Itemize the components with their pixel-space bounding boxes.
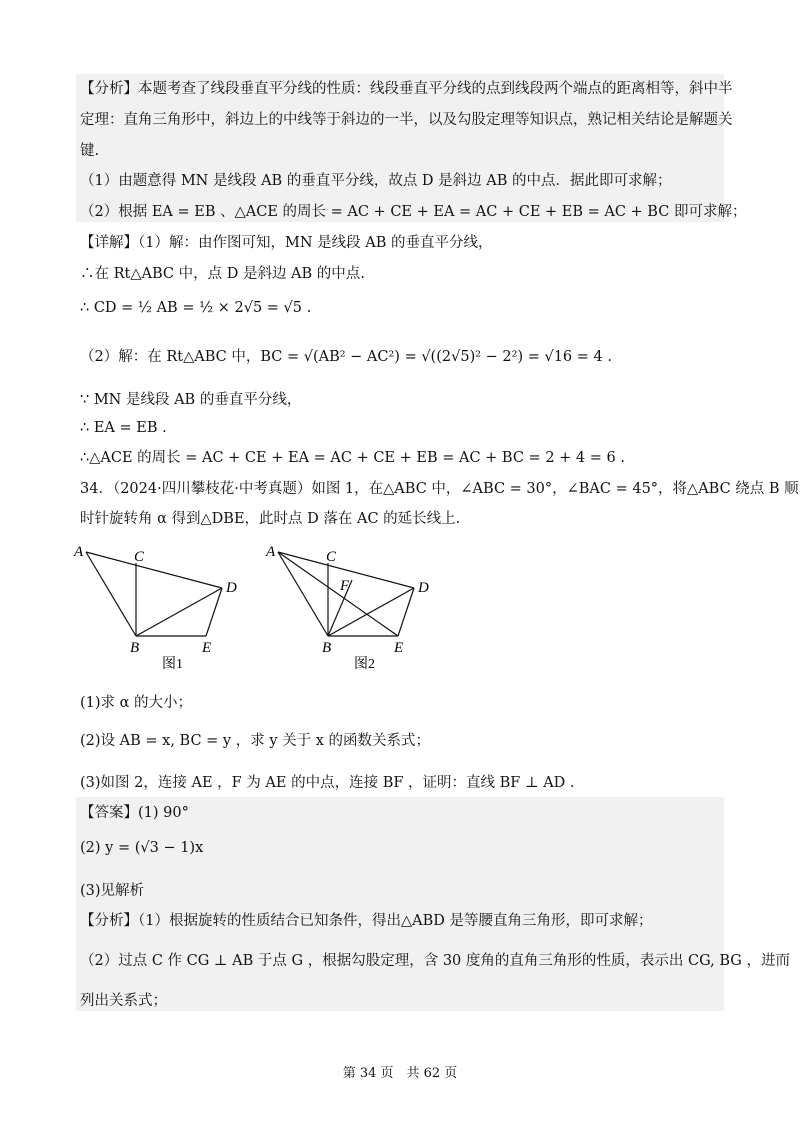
detail-line-7: ∴△ACE 的周长 = AC + CE + EA = AC + CE + EB = AC + BC = 2 + 4 = 6 .	[80, 450, 625, 466]
answer-3: (3)见解析	[80, 883, 145, 899]
fig2-label-e: E	[394, 640, 404, 656]
fig2-label-c: C	[326, 549, 337, 565]
figure-1	[72, 540, 262, 680]
analysis-step-2: （2）根据 EA = EB 、△ACE 的周长 = AC + CE + EA = AC + CE + EB = AC + BC 即可求解；	[80, 204, 747, 220]
analysis-line-2: 定理：直角三角形中，斜边上的中线等于斜边的一半，以及勾股定理等知识点，熟记相关结论是解题关	[80, 112, 733, 128]
answer-block-background	[76, 797, 724, 1011]
fig1-label-a: A	[74, 544, 84, 560]
answer-1: 【答案】(1) 90°	[80, 805, 189, 821]
analysis-34-line-1: 【分析】（1）根据旋转的性质结合已知条件，得出△ABD 是等腰直角三角形，即可求解；	[80, 913, 653, 929]
fig1-label-b: B	[130, 640, 140, 656]
detail-line-6: ∴ EA = EB .	[80, 420, 167, 436]
fig1-label-e: E	[202, 640, 212, 656]
analysis-line-1: 【分析】本题考查了线段垂直平分线的性质：线段垂直平分线的点到线段两个端点的距离相等，斜中半	[80, 81, 733, 97]
fig2-caption: 图2	[354, 657, 375, 672]
detail-line-4: （2）解：在 Rt△ABC 中，BC = √(AB² − AC²) = √((2√5)² − 2²) = √16 = 4 .	[80, 349, 612, 365]
fig2-label-b: B	[322, 640, 332, 656]
page-footer: 第 34 页 共 62 页	[342, 1066, 458, 1081]
fig2-label-d: D	[418, 580, 429, 596]
question-2: (2)设 AB = x, BC = y ，求 y 关于 x 的函数关系式；	[80, 733, 431, 749]
analysis-step-1: （1）由题意得 MN 是线段 AB 的垂直平分线，故点 D 是斜边 AB 的中点．据此即可求解；	[80, 173, 672, 189]
analysis-34-line-2: （2）过点 C 作 CG ⊥ AB 于点 G ，根据勾股定理，含 30 度角的直角三角形的性质，表示出 CG, BG ，进而	[80, 953, 790, 969]
fig1-label-c: C	[134, 549, 145, 565]
fig2-label-a: A	[266, 544, 276, 560]
figure-2	[264, 540, 454, 680]
detail-line-1: 【详解】（1）解：由作图可知，MN 是线段 AB 的垂直平分线，	[80, 235, 493, 251]
detail-line-2: ∴在 Rt△ABC 中，点 D 是斜边 AB 的中点.	[80, 266, 365, 282]
problem-34-line-1: 34．（2024·四川攀枝花·中考真题）如图 1，在△ABC 中，∠ABC = 30°，∠BAC = 45°，将△ABC 绕点 B 顺	[80, 481, 799, 497]
analysis-line-3: 键.	[80, 143, 100, 159]
problem-34-line-2: 时针旋转角 α 得到△DBE，此时点 D 落在 AC 的延长线上.	[80, 511, 461, 527]
question-1: (1)求 α 的大小；	[80, 695, 193, 711]
analysis-34-line-3: 列出关系式；	[80, 993, 167, 1009]
answer-2: (2) y = (√3 − 1)x	[80, 840, 204, 856]
fig1-caption: 图1	[162, 657, 183, 672]
fig1-label-d: D	[226, 580, 237, 596]
detail-line-5: ∵ MN 是线段 AB 的垂直平分线，	[80, 392, 302, 408]
fig2-label-f: F	[340, 578, 350, 594]
detail-line-3: ∴ CD = ½ AB = ½ × 2√5 = √5 .	[80, 300, 312, 316]
question-3: (3)如图 2，连接 AE ，F 为 AE 的中点，连接 BF ，证明：直线 BF ⊥ AD .	[80, 775, 575, 791]
